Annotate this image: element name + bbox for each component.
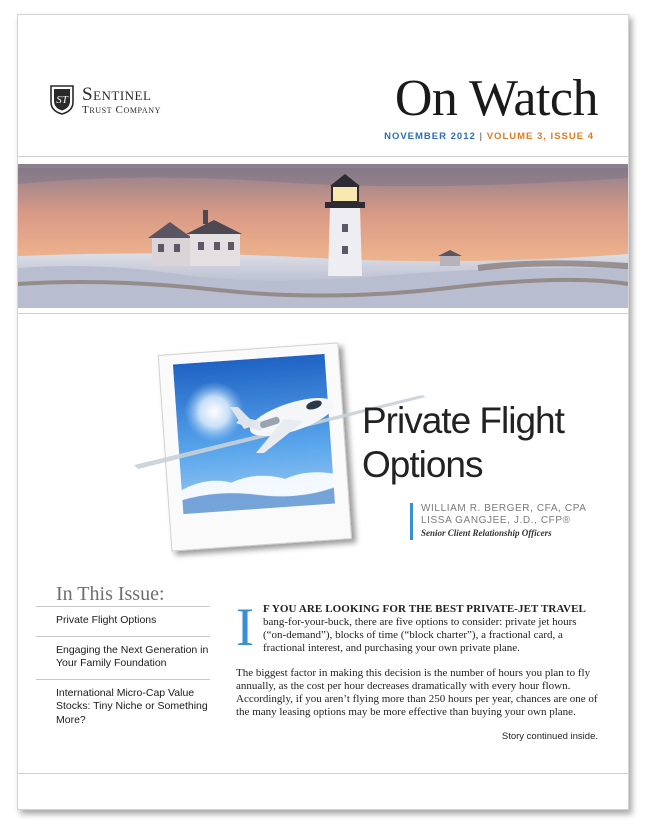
newsletter-page xyxy=(17,14,629,810)
toc-heading: In This Issue: xyxy=(56,583,165,605)
drop-cap: I xyxy=(236,597,254,657)
toc-item[interactable]: Private Flight Options xyxy=(36,607,210,637)
issue-volume: VOLUME 3, ISSUE 4 xyxy=(486,131,594,142)
toc-item[interactable]: International Micro-Cap Value Stocks: Tiny Niche or Something More? xyxy=(56,686,208,726)
jet-photo xyxy=(164,335,354,545)
lighthouse-scene-icon xyxy=(18,164,628,308)
table-of-contents xyxy=(36,582,210,735)
sentinel-shield-logo-icon xyxy=(50,85,74,115)
article-paragraph: The biggest factor in making this decision is the number of hours you plan to fly annually, as the cost per hour decreases dramatically with every hour flown. Accordingly, if you aren’t flying more than 250 hours per year, chances are one of the many leasing options may be more effective than buying your own plane. xyxy=(236,667,598,718)
feature-title-line2: Options xyxy=(362,444,483,485)
feature-title xyxy=(362,399,592,487)
masthead-title: On Watch xyxy=(394,70,598,127)
footer-rule xyxy=(18,773,628,774)
author-name: WILLIAM R. BERGER, CFA, CPA xyxy=(421,503,587,514)
masthead-rule xyxy=(18,156,628,157)
article-paragraph-rest: bang-for-your-buck, there are five options to consider: private jet hours (“on-demand”), blocks of time (“block charter”), a fractional card, a fractional interest, and purchasing your own private plane. xyxy=(263,616,577,654)
issue-separator: | xyxy=(479,131,484,142)
article-paragraph xyxy=(263,603,598,655)
author-role: Senior Client Relationship Officers xyxy=(421,528,552,538)
continued-note: Story continued inside. xyxy=(501,731,598,742)
issue-date: NOVEMBER 2012 xyxy=(384,131,476,142)
feature-authors xyxy=(410,503,587,540)
hero-rule xyxy=(18,313,628,314)
issue-line xyxy=(384,131,594,142)
author-name: LISSA GANGJEE, J.D., CFP® xyxy=(421,515,571,526)
article-lead: F YOU ARE LOOKING FOR THE BEST PRIVATE-JET TRAVEL xyxy=(263,603,586,615)
lighthouse-hero-image xyxy=(18,164,628,308)
brand-name: Sentinel xyxy=(82,84,152,105)
brand-subtitle: Trust Company xyxy=(82,104,161,116)
toc-item[interactable]: Engaging the Next Generation in Your Family Foundation xyxy=(36,637,210,680)
feature-title-line1: Private Flight xyxy=(362,400,564,441)
svg-text:ST: ST xyxy=(56,94,68,106)
feature-article xyxy=(236,597,598,742)
